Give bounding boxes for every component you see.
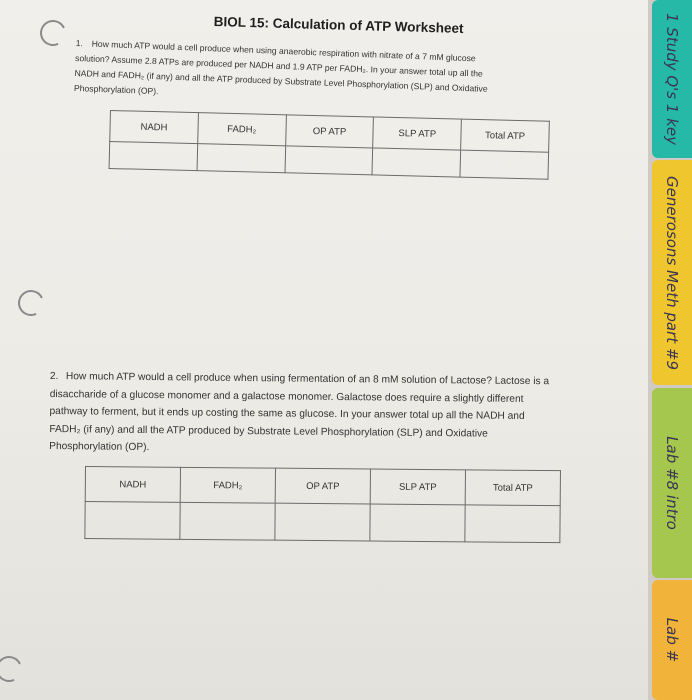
answer-cell-slp-atp[interactable] [372,148,460,177]
header-nadh: NADH [85,467,180,503]
header-fadh2: FADH₂ [180,467,275,503]
answer-cell-nadh[interactable] [109,142,197,171]
header-total-atp: Total ATP [465,470,560,506]
binder-hole [0,652,26,685]
binder-tab-lab[interactable] [652,580,692,700]
answer-cell-fadh2[interactable] [197,144,285,173]
question-2 [49,368,610,461]
binder-tab-label: Lab #8 intro [663,436,681,530]
answer-cell-slp-atp[interactable] [370,504,465,542]
binder-tab-label: Generosons Meth part #9 [663,175,682,370]
answer-cell-nadh[interactable] [85,502,180,540]
binder-tab-lab-8-intro[interactable] [652,388,692,578]
question-1-text: How much ATP would a cell produce when using anaerobic respiration with nitrate of a 7 mM glucose solution? Assume 2.8 ATPs are produced per NADH and 1.9 ATP per FADH₂. In your answer total up all the NADH and FADH₂ (if any) and all the ATP produced by Substrate Level Phosphorylation (SLP) and Oxidative Phosphorylation (OP). [73,38,488,97]
question-1-answer-table [109,110,550,180]
question-2-text: How much ATP would a cell produce when using fermentation of an 8 mM solution of Lactose? Lactose is a disaccharide of a glucose monomer and a galactose monomer. Galactose does require a slightly different pathway to ferment, but it ends up costing the same as glucose. In your answer total up all the NADH and FADH₂ (if any) and all the ATP produced by Substrate Level Phosphorylation (SLP) and Oxidative Phosphorylation (OP). [49,371,550,454]
table-row [85,502,560,543]
header-fadh2: FADH₂ [198,113,287,146]
header-op-atp: OP ATP [285,115,374,148]
binder-tab-label: Lab # [663,617,682,663]
question-2-answer-table [84,466,561,543]
table-header-row [85,467,560,506]
question-2-number: 2. [49,370,59,383]
answer-cell-op-atp[interactable] [285,146,373,175]
question-1-number: 1. [75,37,84,49]
header-nadh: NADH [110,111,199,144]
answer-cell-total-atp[interactable] [460,150,548,179]
header-slp-atp: SLP ATP [370,469,465,505]
answer-cell-op-atp[interactable] [275,503,370,541]
binder-hole [14,286,47,319]
binder-tab-generosons[interactable] [652,160,692,385]
binder-tab-study-key[interactable] [652,0,692,158]
header-total-atp: Total ATP [461,119,550,152]
answer-cell-fadh2[interactable] [180,502,275,540]
binder-tab-label: 1 Study Q's 1 key [663,12,682,146]
header-op-atp: OP ATP [275,468,370,504]
answer-cell-total-atp[interactable] [465,505,560,543]
header-slp-atp: SLP ATP [373,117,462,150]
worksheet-title: BIOL 15: Calculation of ATP Worksheet [213,14,464,36]
question-1 [74,36,596,116]
binder-hole [36,16,69,49]
